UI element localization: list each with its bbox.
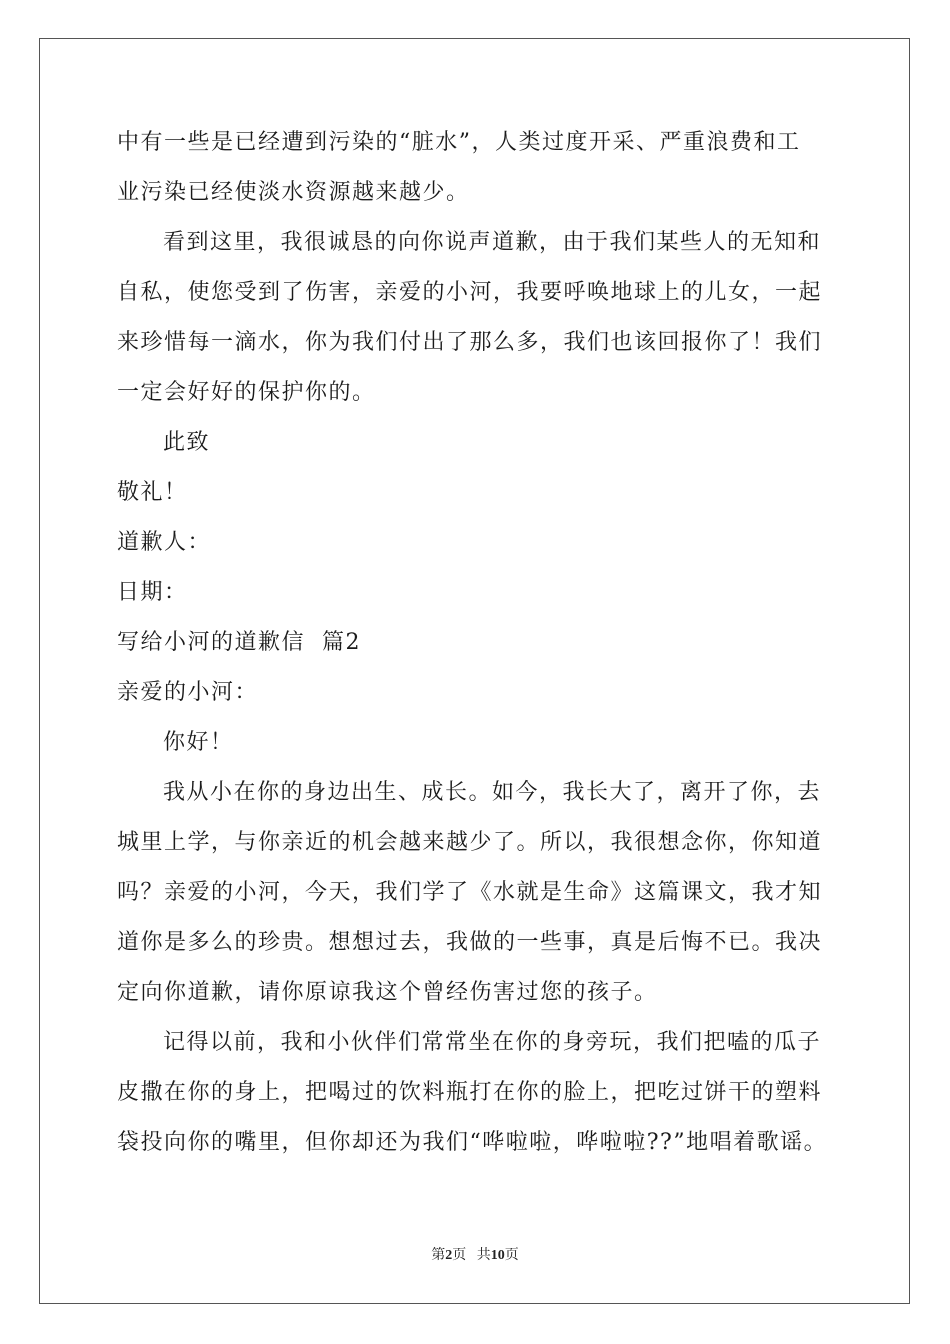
text-line: 我从小在你的身边出生、成长。如今，我长大了，离开了你，去 [163,780,822,805]
closing-regards: 敬礼！ [117,480,188,505]
document-body [117,128,837,1158]
text-line: 记得以前，我和小伙伴们常常坐在你的身旁玩，我们把嗑的瓜子 [163,1030,822,1055]
total-pages: 10 [490,1248,505,1263]
total-prefix: 共 [476,1248,491,1263]
paragraph [117,128,837,208]
total-suffix: 页 [504,1248,519,1263]
paragraph [117,778,837,1008]
text-line: 一定会好好的保护你的。 [117,380,376,405]
page-suffix: 页 [452,1248,467,1263]
text-line: 定向你道歉，请你原谅我这个曾经伤害过您的孩子。 [117,980,658,1005]
signature-label: 道歉人： [117,530,212,555]
closing-salutation: 此致 [163,430,211,455]
text-line: 业污染已经使淡水资源越来越少。 [117,180,470,205]
page-footer [0,1247,950,1265]
paragraph [117,1028,837,1158]
text-line: 吗？亲爱的小河，今天，我们学了《水就是生命》这篇课文，我才知 [117,880,823,905]
section-title: 写给小河的道歉信 篇2 [117,630,361,655]
text-line: 道你是多么的珍贵。想想过去，我做的一些事，真是后悔不已。我决 [117,930,823,955]
paragraph [117,228,837,408]
text-line: 看到这里，我很诚恳的向你说声道歉，由于我们某些人的无知和 [163,230,822,255]
text-line: 城里上学，与你亲近的机会越来越少了。所以，我很想念你，你知道 [117,830,823,855]
text-line: 皮撒在你的身上，把喝过的饮料瓶打在你的脸上，把吃过饼干的塑料 [117,1080,823,1105]
greeting-hello: 你好！ [163,730,234,755]
date-label: 日期： [117,580,188,605]
page-prefix: 第 [431,1248,446,1263]
text-line: 中有一些是已经遭到污染的“脏水”，人类过度开采、严重浪费和工 [117,130,801,155]
text-line: 自私，使您受到了伤害，亲爱的小河，我要呼唤地球上的儿女，一起 [117,280,823,305]
greeting: 亲爱的小河： [117,680,259,705]
text-line: 来珍惜每一滴水，你为我们付出了那么多，我们也该回报你了！我们 [117,330,823,355]
page-number: 2 [445,1248,453,1263]
text-line: 袋投向你的嘴里，但你却还为我们“哗啦啦，哗啦啦??”地唱着歌谣。 [117,1130,828,1155]
